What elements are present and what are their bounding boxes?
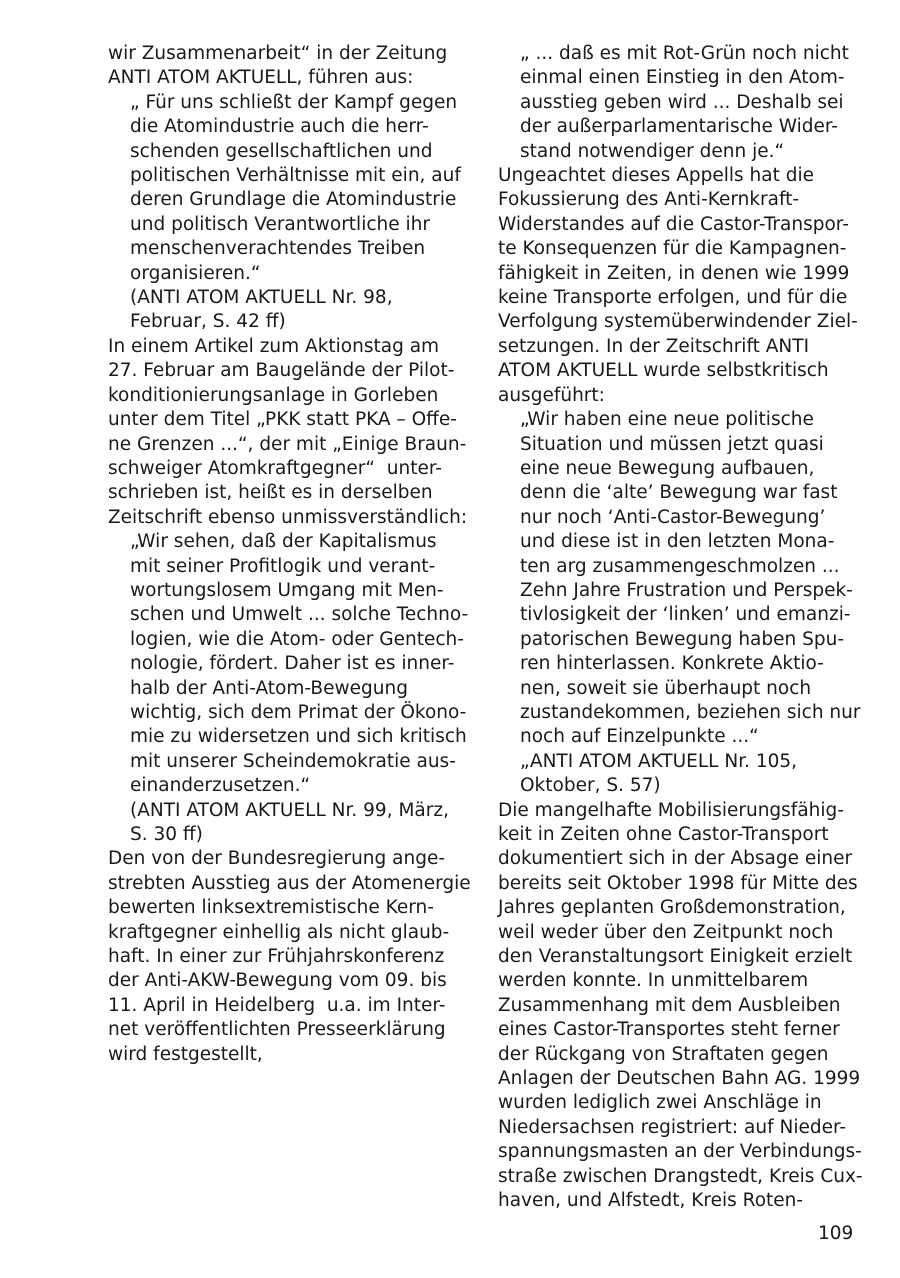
quote-line: mit seiner Profitlogik und verant-: [130, 555, 436, 577]
text-line: konditionierungsanlage in Gorleben: [108, 384, 439, 406]
quote-line: und politisch Verantwortliche ihr: [130, 213, 430, 235]
text-line: Widerstandes auf die Castor-Transpor-: [498, 213, 849, 235]
quote-line: schenden gesellschaftlichen und: [130, 140, 433, 162]
quote-line: halb der Anti-Atom-Bewegung: [130, 677, 408, 699]
quote-line: wichtig, sich dem Primat der Ökono-: [130, 701, 467, 723]
text-line: schrieben ist, heißt es in derselben: [108, 482, 433, 504]
text-line: Ungeachtet dieses Appells hat die: [498, 165, 814, 187]
text-line: weil weder über den Zeitpunkt noch: [498, 921, 834, 943]
quote-line: ren hinterlassen. Konkrete Aktio-: [520, 653, 824, 675]
quote-line: „ ... daß es mit Rot-Grün noch nicht: [520, 43, 849, 64]
text-line: ANTI ATOM AKTUELL, führen aus:: [108, 67, 414, 89]
text-line: Jahres geplanten Großdemonstration,: [498, 897, 846, 919]
quote-line: logien, wie die Atom- oder Gentech-: [130, 628, 464, 650]
text-line: spannungsmasten an der Verbindungs-: [498, 1141, 862, 1163]
text-line: Verfolgung systemüberwindender Ziel-: [498, 311, 858, 333]
text-line: Den von der Bundesregierung ange-: [108, 848, 446, 870]
text-line: Die mangelhafte Mobilisierungsfähig-: [498, 799, 844, 821]
text-line: unter dem Titel „PKK statt PKA – Offe-: [108, 409, 457, 431]
quote-line: menschenverachtendes Treiben: [130, 238, 426, 260]
quote-line: nen, soweit sie überhaupt noch: [520, 677, 812, 699]
text-line: dokumentiert sich in der Absage einer: [498, 848, 853, 870]
quote-line: nur noch ‘Anti-Castor-Bewegung’: [520, 506, 826, 528]
quote-line: (ANTI ATOM AKTUELL Nr. 99, März,: [130, 799, 449, 821]
quote-line: die Atomindustrie auch die herr-: [130, 116, 429, 138]
quote-line: S. 30 ff): [130, 824, 203, 845]
text-line: setzungen. In der Zeitschrift ANTI: [498, 335, 810, 357]
quote-line: deren Grundlage die Atomindustrie: [130, 189, 457, 211]
quote-line: ausstieg geben wird ... Deshalb sei: [520, 91, 844, 113]
quote-line: einmal einen Einstieg in den Atom-: [520, 67, 845, 89]
quote-line: und diese ist in den letzten Mona-: [520, 531, 835, 553]
quote-line: Situation und müssen jetzt quasi: [520, 433, 824, 455]
text-line: bereits seit Oktober 1998 für Mitte des: [498, 872, 858, 894]
text-line: eines Castor-Transportes steht ferner: [498, 1019, 840, 1041]
quote-line: ten arg zusammengeschmolzen ...: [520, 555, 840, 577]
text-line: haft. In einer zur Frühjahrskonferenz: [108, 946, 445, 968]
text-line: te Konsequenzen für die Kampagnen-: [498, 238, 847, 260]
text-line: kraftgegner einhellig als nicht glaub-: [108, 921, 450, 943]
right-text-column: [498, 42, 863, 1214]
quote-line: Oktober, S. 57): [520, 775, 661, 797]
text-line: 11. April in Heidelberg u.a. im Inter-: [108, 994, 446, 1016]
text-line: der Anti-AKW-Bewegung vom 09. bis: [108, 970, 447, 992]
text-line: werden konnte. In unmittelbarem: [498, 970, 809, 992]
text-line: keit in Zeiten ohne Castor-Transport: [498, 824, 829, 845]
quote-line: mit unserer Scheindemokratie aus-: [130, 750, 456, 772]
text-line: straße zwischen Drangstedt, Kreis Cux-: [498, 1165, 863, 1187]
quote-line: Februar, S. 42 ff): [130, 311, 286, 333]
quote-line: mie zu widersetzen und sich kritisch: [130, 726, 467, 748]
quote-line: eine neue Bewegung aufbauen,: [520, 457, 815, 479]
left-text-column: [108, 42, 471, 1067]
quote-line: patorischen Bewegung haben Spu-: [520, 628, 845, 650]
quote-line: „ANTI ATOM AKTUELL Nr. 105,: [520, 750, 798, 772]
text-line: wurden lediglich zwei Anschläge in: [498, 1092, 822, 1114]
quote-line: zustandekommen, beziehen sich nur: [520, 701, 861, 723]
text-line: fähigkeit in Zeiten, in denen wie 1999: [498, 262, 850, 284]
text-line: Anlagen der Deutschen Bahn AG. 1999: [498, 1068, 861, 1090]
quote-line: tivlosigkeit der ‘linken’ und emanzi-: [520, 604, 851, 626]
text-line: keine Transporte erfolgen, und für die: [498, 287, 848, 309]
text-line: In einem Artikel zum Aktionstag am: [108, 335, 440, 357]
text-line: schweiger Atomkraftgegner“ unter-: [108, 457, 442, 479]
quote-line: denn die ‘alte’ Bewegung war fast: [520, 482, 838, 504]
text-line: der Rückgang von Straftaten gegen: [498, 1043, 829, 1065]
page-number: 109: [818, 1223, 854, 1244]
quote-line: noch auf Einzelpunkte ...“: [520, 726, 759, 748]
quote-line: organisieren.“: [130, 262, 261, 284]
text-line: ausgeführt:: [498, 384, 605, 406]
quote-line: „Wir haben eine neue politische: [520, 409, 814, 431]
text-line: ATOM AKTUELL wurde selbstkritisch: [498, 360, 829, 382]
text-line: wird festgestellt,: [108, 1043, 263, 1065]
text-line: Niedersachsen registriert: auf Nieder-: [498, 1116, 847, 1138]
quote-line: der außerparlamentarische Wider-: [520, 116, 838, 138]
quote-line: schen und Umwelt ... solche Techno-: [130, 604, 469, 626]
quote-line: wortungslosem Umgang mit Men-: [130, 579, 444, 601]
text-line: ne Grenzen ...“, der mit „Einige Braun-: [108, 433, 467, 455]
quote-line: Zehn Jahre Frustration und Perspek-: [520, 579, 853, 601]
text-line: Zeitschrift ebenso unmissverständlich:: [108, 506, 468, 528]
text-line: strebten Ausstieg aus der Atomenergie: [108, 872, 471, 894]
text-line: haven, und Alfstedt, Kreis Roten-: [498, 1190, 804, 1212]
text-line: 27. Februar am Baugelände der Pilot-: [108, 360, 455, 382]
text-line: net veröffentlichten Presseerklärung: [108, 1019, 446, 1041]
quote-line: (ANTI ATOM AKTUELL Nr. 98,: [130, 287, 393, 309]
quote-line: „Wir sehen, daß der Kapitalismus: [130, 531, 437, 553]
quote-line: nologie, fördert. Daher ist es inner-: [130, 653, 455, 675]
quote-line: politischen Verhältnisse mit ein, auf: [130, 165, 461, 187]
quote-line: stand notwendiger denn je.“: [520, 140, 785, 162]
text-line: wir Zusammenarbeit“ in der Zeitung: [108, 43, 448, 64]
text-line: bewerten linksextremistische Kern-: [108, 897, 434, 919]
text-line: den Veranstaltungsort Einigkeit erzielt: [498, 946, 853, 968]
quote-line: einanderzusetzen.“: [130, 775, 311, 797]
text-line: Fokussierung des Anti-Kernkraft-: [498, 189, 800, 211]
quote-line: „ Für uns schließt der Kampf gegen: [130, 91, 458, 113]
text-line: Zusammenhang mit dem Ausbleiben: [498, 994, 841, 1016]
